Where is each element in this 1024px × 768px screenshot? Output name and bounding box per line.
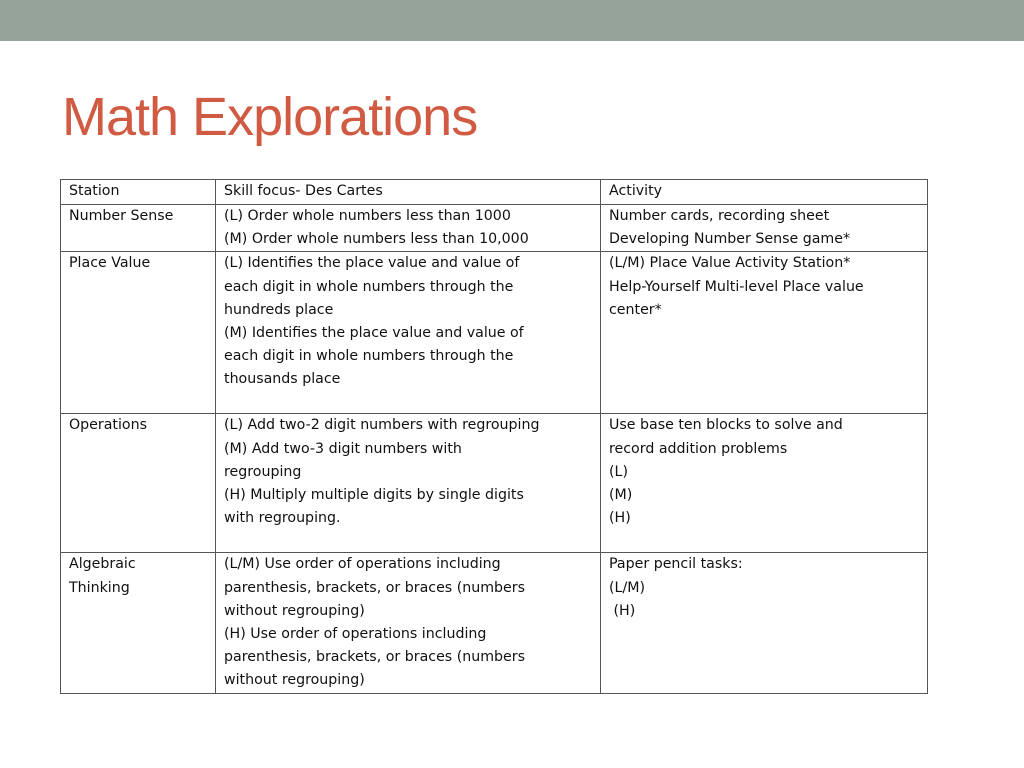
station-cell <box>61 414 216 553</box>
skill-cell <box>216 252 601 414</box>
station-cell <box>61 252 216 414</box>
skill-line: (L) Add two-2 digit numbers with regrouping <box>224 417 540 434</box>
activity-cell <box>601 414 928 553</box>
header-station: Station <box>61 180 216 205</box>
station-name: Operations <box>69 417 147 434</box>
skill-cell <box>216 553 601 693</box>
skill-line: (M) Identifies the place value and value of <box>224 325 524 342</box>
activity-cell <box>601 553 928 693</box>
skill-line: regrouping <box>224 463 302 480</box>
table-header-row <box>61 180 928 205</box>
skill-line: each digit in whole numbers through the <box>224 278 514 295</box>
header-skill-focus: Skill focus- Des Cartes <box>216 180 601 205</box>
skill-line: parenthesis, brackets, or braces (numbers <box>224 579 525 596</box>
skill-line: hundreds place <box>224 301 334 318</box>
station-cell <box>61 553 216 693</box>
activity-line: record addition problems <box>609 440 788 457</box>
station-name: Place Value <box>69 255 151 272</box>
skill-line: (M) Order whole numbers less than 10,000 <box>224 231 529 248</box>
skill-line: (L) Order whole numbers less than 1000 <box>224 208 511 224</box>
skill-line: (L/M) Use order of operations including <box>224 556 501 573</box>
table-row-operations <box>61 414 928 553</box>
stations-table <box>60 179 928 694</box>
skill-line: with regrouping. <box>224 510 341 527</box>
activity-line: (H) <box>609 602 636 619</box>
skill-line: thousands place <box>224 371 341 388</box>
activity-line: Use base ten blocks to solve and <box>609 417 843 434</box>
skill-line: (L) Identifies the place value and value of <box>224 255 520 272</box>
station-name: Thinking <box>69 579 130 596</box>
activity-line: (M) <box>609 487 633 504</box>
table-row-algebraic-thinking <box>61 553 928 693</box>
activity-cell <box>601 252 928 414</box>
station-name: Algebraic <box>69 556 136 573</box>
table-row-place-value <box>61 252 928 414</box>
skill-line: (M) Add two-3 digit numbers with <box>224 440 462 457</box>
top-accent-bar <box>0 0 1024 41</box>
slide-title: Math Explorations <box>62 87 478 147</box>
activity-cell <box>601 205 928 252</box>
activity-line: Paper pencil tasks: <box>609 556 743 573</box>
activity-line: Help-Yourself Multi-level Place value <box>609 278 864 295</box>
activity-line: (L/M) Place Value Activity Station* <box>609 255 851 272</box>
skill-cell <box>216 414 601 553</box>
skill-cell <box>216 205 601 252</box>
activity-line: Number cards, recording sheet <box>609 208 830 224</box>
activity-line: (L) <box>609 463 628 480</box>
skill-line: without regrouping) <box>224 672 365 689</box>
skill-line: (H) Multiply multiple digits by single digits <box>224 487 524 504</box>
activity-line: (H) <box>609 510 631 527</box>
skill-line: without regrouping) <box>224 602 365 619</box>
skill-line: parenthesis, brackets, or braces (numbers <box>224 649 525 666</box>
skill-line: (H) Use order of operations including <box>224 626 487 643</box>
station-name: Number Sense <box>69 208 174 224</box>
activity-line: Developing Number Sense game* <box>609 231 851 248</box>
activity-line: (L/M) <box>609 579 645 596</box>
table-row-number-sense <box>61 205 928 252</box>
skill-line: each digit in whole numbers through the <box>224 348 514 365</box>
header-activity: Activity <box>601 180 928 205</box>
station-cell <box>61 205 216 252</box>
activity-line: center* <box>609 301 662 318</box>
